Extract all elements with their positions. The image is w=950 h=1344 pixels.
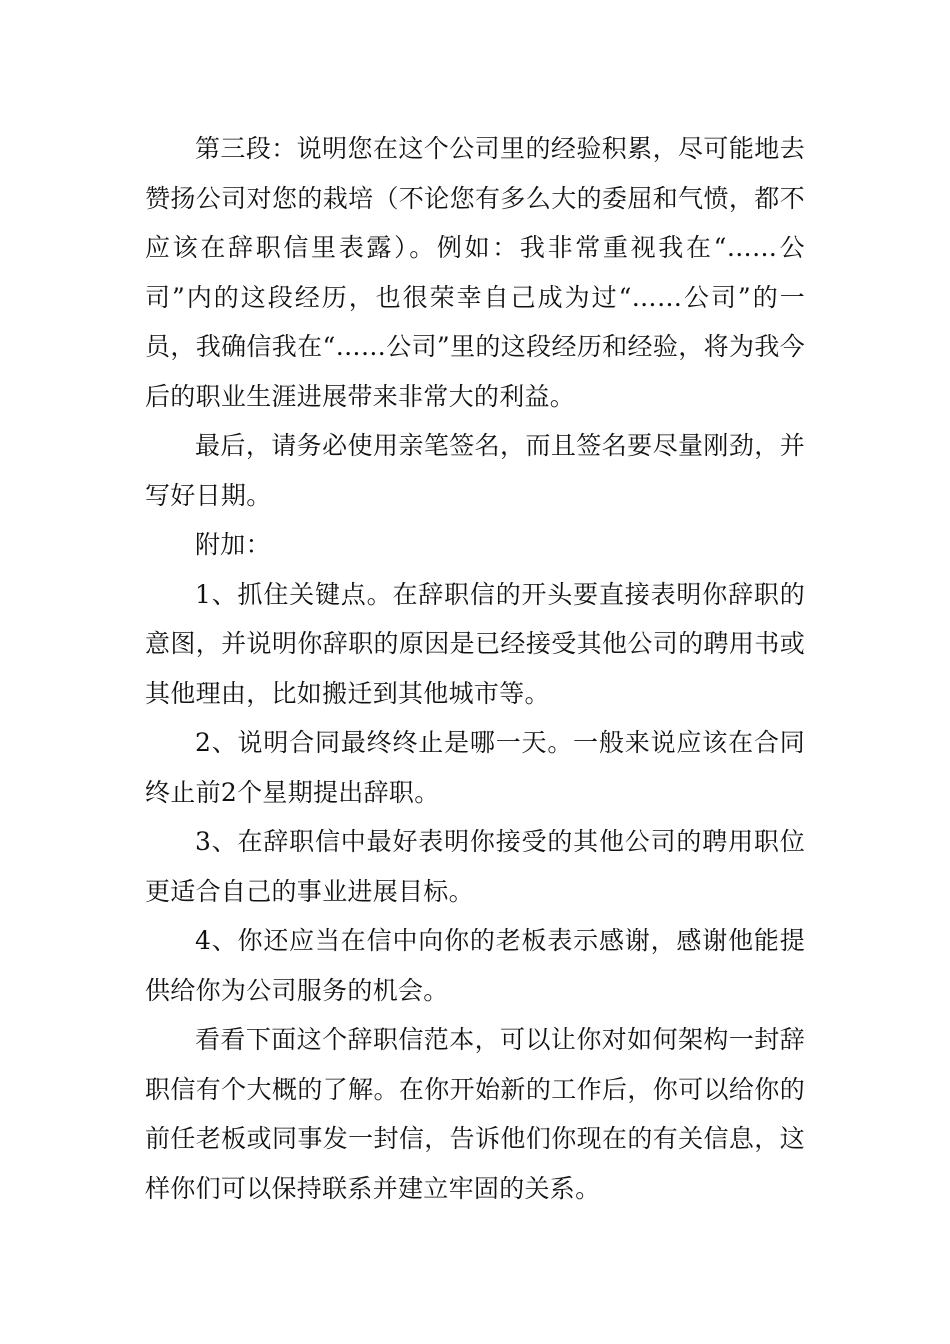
paragraph-tip-2: 2、说明合同最终终止是哪一天。一般来说应该在合同终止前2个星期提出辞职。 <box>145 728 805 807</box>
paragraph-tip-3: 3、在辞职信中最好表明你接受的其他公司的聘用职位更适合自己的事业进展目标。 <box>145 827 805 906</box>
paragraph-tip-1: 1、抓住关键点。在辞职信的开头要直接表明你辞职的意图，并说明你辞职的原因是已经接受其他公司的聘用书或其他理由，比如搬迁到其他城市等。 <box>145 579 805 708</box>
document-body <box>145 124 805 1213</box>
paragraph-section-three: 第三段：说明您在这个公司里的经验积累，尽可能地去赞扬公司对您的栽培（不论您有多么大的委屈和气愤，都不应该在辞职信里表露）。例如：我非常重视我在“……公司”内的这段经历，也很荣幸自己成为过“……公司”的一员，我确信我在“……公司”里的这段经历和经验，将为我今后的职业生涯进展带来非常大的利益。 <box>145 134 805 411</box>
paragraph-tip-4: 4、你还应当在信中向你的老板表示感谢，感谢他能提供给你为公司服务的机会。 <box>145 926 805 1005</box>
paragraph-signature: 最后，请务必使用亲笔签名，而且签名要尽量刚劲，并写好日期。 <box>145 431 805 510</box>
paragraph-template-intro: 看看下面这个辞职信范本，可以让你对如何架构一封辞职信有个大概的了解。在你开始新的工作后，你可以给你的前任老板或同事发一封信，告诉他们你现在的有关信息，这样你们可以保持联系并建立牢固的关系。 <box>145 1025 805 1203</box>
paragraph-appendix-heading: 附加： <box>195 530 271 559</box>
